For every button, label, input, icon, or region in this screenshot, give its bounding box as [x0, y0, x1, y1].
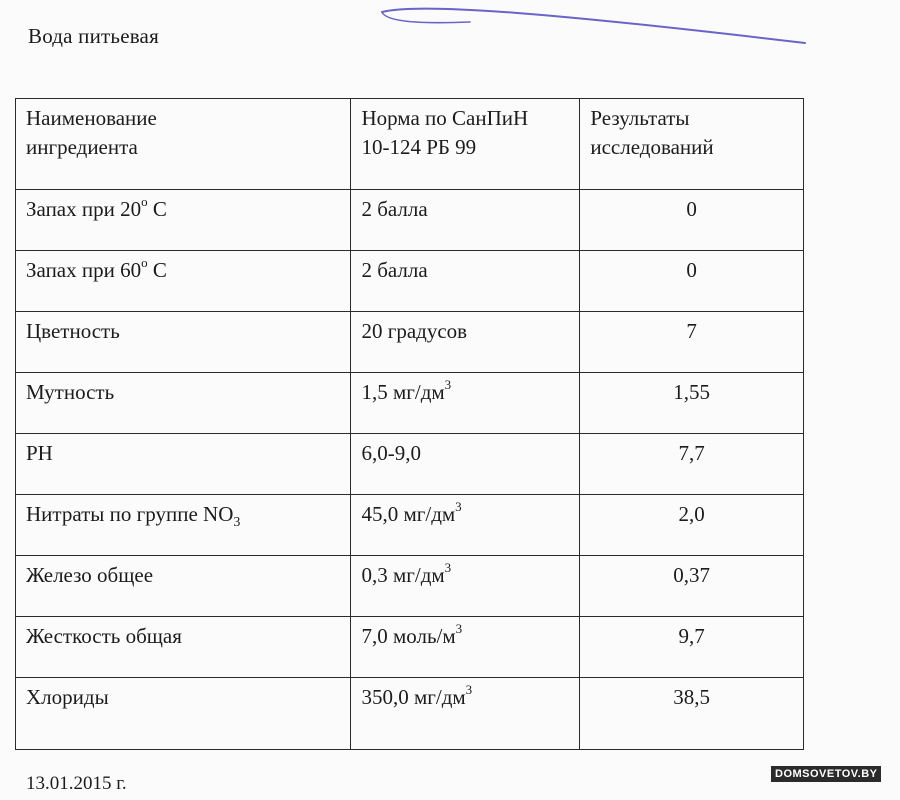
site-watermark: DOMSOVETOV.BY — [771, 766, 881, 782]
norm-cell — [351, 556, 580, 617]
ingredient-cell — [16, 251, 351, 312]
ingredient-cell — [16, 556, 351, 617]
norm-cell — [351, 617, 580, 678]
table-row — [16, 312, 804, 373]
header-ingredient-name — [16, 99, 351, 190]
ingredient-name: Железо общее — [26, 563, 154, 587]
header-results — [580, 99, 804, 190]
result-cell — [580, 251, 804, 312]
ingredient-name: Жесткость общая — [26, 624, 182, 648]
result-value: 0,37 — [673, 563, 711, 587]
ingredient-name: Нитраты по группе NO — [26, 502, 234, 526]
norm-cell — [351, 495, 580, 556]
result-cell — [580, 617, 804, 678]
table-header-row — [16, 99, 804, 190]
table-row — [16, 617, 804, 678]
ingredient-cell — [16, 312, 351, 373]
result-value: 2,0 — [678, 502, 705, 526]
header-ingredient-line2: ингредиента — [26, 135, 138, 159]
norm-sup: 3 — [444, 560, 452, 575]
norm-value: 7,0 моль/м — [361, 624, 456, 648]
norm-value: 6,0-9,0 — [361, 441, 421, 465]
document-date: 13.01.2015 г. — [26, 773, 127, 794]
norm-cell — [351, 312, 580, 373]
table-row — [16, 373, 804, 434]
ingredient-cell — [16, 617, 351, 678]
result-cell — [580, 373, 804, 434]
result-value: 38,5 — [673, 685, 711, 709]
header-results-line2: исследований — [590, 135, 714, 159]
result-value: 0 — [686, 197, 697, 221]
norm-value: 350,0 мг/дм — [361, 685, 466, 709]
header-results-line1: Результаты — [590, 106, 690, 130]
norm-value: 1,5 мг/дм — [361, 380, 445, 404]
norm-sup: 3 — [465, 682, 473, 697]
ingredient-name: Хлориды — [26, 685, 109, 709]
ingredient-name: Цветность — [26, 319, 120, 343]
ingredient-unit: С — [147, 197, 167, 221]
table-row — [16, 434, 804, 495]
ingredient-sub: 3 — [233, 515, 241, 531]
result-value: 1,55 — [673, 380, 711, 404]
result-cell — [580, 556, 804, 617]
norm-sup: 3 — [455, 499, 462, 514]
norm-value: 2 балла — [361, 197, 428, 221]
ingredient-unit: С — [147, 258, 167, 282]
ingredient-name: РН — [26, 441, 53, 465]
result-value: 0 — [686, 258, 697, 282]
result-cell — [580, 495, 804, 556]
header-norm-line2: 10-124 РБ 99 — [361, 135, 477, 159]
ingredient-cell — [16, 495, 351, 556]
norm-cell — [351, 434, 580, 495]
norm-value: 0,3 мг/дм — [361, 563, 445, 587]
norm-cell — [351, 251, 580, 312]
ingredient-sup: о — [141, 255, 148, 270]
norm-sup: 3 — [444, 377, 452, 392]
result-cell — [580, 312, 804, 373]
ingredient-sup: о — [141, 194, 148, 209]
norm-value: 45,0 мг/дм — [361, 502, 456, 526]
norm-sup: 3 — [455, 621, 463, 636]
table-row — [16, 190, 804, 251]
results-table — [15, 98, 804, 750]
norm-cell — [351, 190, 580, 251]
header-ingredient-line1: Наименование — [26, 106, 157, 130]
ingredient-name: Запах при 60 — [26, 258, 142, 282]
table-row — [16, 556, 804, 617]
ingredient-name: Мутность — [26, 380, 115, 404]
result-value: 9,7 — [678, 624, 705, 648]
table-row — [16, 678, 804, 750]
norm-cell — [351, 678, 580, 750]
norm-value: 2 балла — [361, 258, 428, 282]
header-norm — [351, 99, 580, 190]
norm-cell — [351, 373, 580, 434]
result-cell — [580, 678, 804, 750]
table-row — [16, 495, 804, 556]
ingredient-cell — [16, 190, 351, 251]
header-norm-line1: Норма по СанПиН — [361, 106, 529, 130]
result-cell — [580, 434, 804, 495]
ingredient-name: Запах при 20 — [26, 197, 142, 221]
result-value: 7,7 — [678, 441, 705, 465]
norm-value: 20 градусов — [361, 319, 468, 343]
document-title: Вода питьевая — [28, 24, 159, 48]
ingredient-cell — [16, 434, 351, 495]
ingredient-cell — [16, 373, 351, 434]
result-cell — [580, 190, 804, 251]
ingredient-cell — [16, 678, 351, 750]
table-row — [16, 251, 804, 312]
result-value: 7 — [686, 319, 697, 343]
